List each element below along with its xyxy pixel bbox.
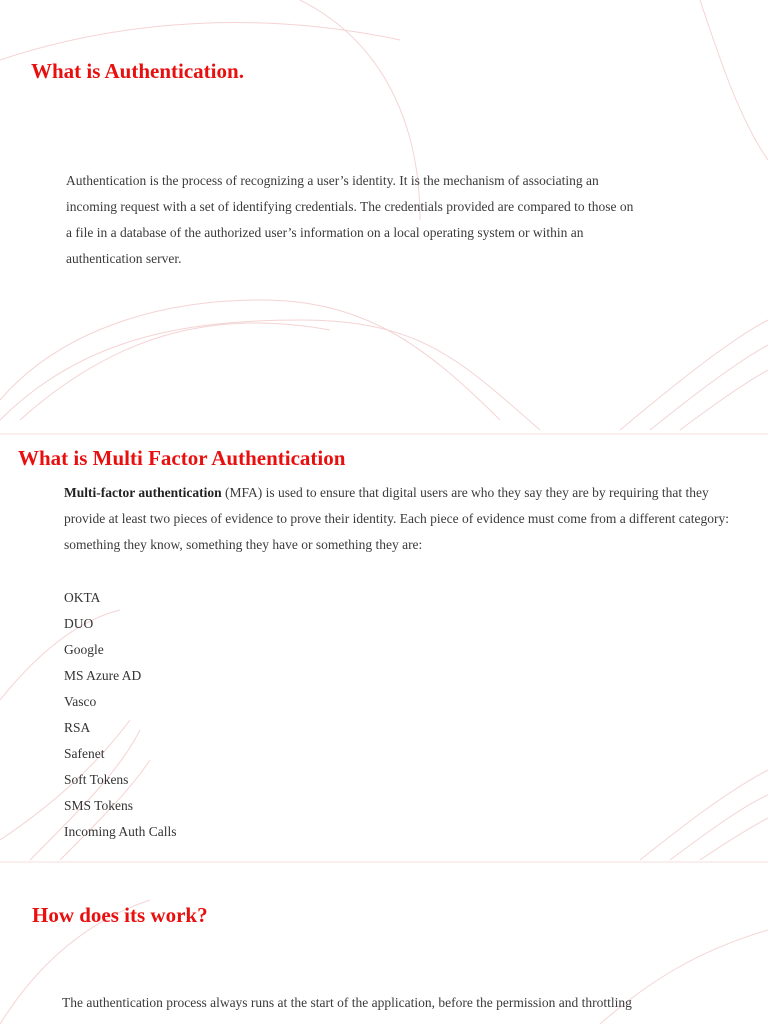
mfa-paragraph <box>64 480 734 558</box>
list-item: MS Azure AD <box>64 668 142 683</box>
section-heading-authentication: What is Authentication. <box>31 59 244 83</box>
list-item: Soft Tokens <box>64 772 129 787</box>
list-item: Incoming Auth Calls <box>64 824 177 839</box>
authentication-paragraph: Authentication is the process of recognizing a user’s identity. It is the mechanism of associating an incoming request with a set of identifying credentials. The credentials provided are compared to those on a file in a database of the authorized user’s information on a local operating system or within an authentication server. <box>66 173 634 266</box>
list-item: Safenet <box>64 746 105 761</box>
list-item: SMS Tokens <box>64 798 133 813</box>
section-heading-how-it-works: How does its work? <box>32 903 208 927</box>
list-item: Google <box>64 642 104 657</box>
mfa-paragraph-text: (MFA) is used to ensure that digital users are who they say they are by requiring that they provide at least two pieces of evidence to prove their identity. Each piece of evidence must come from a different category: something they know, something they have or something they are: <box>64 485 729 552</box>
list-item: OKTA <box>64 590 101 605</box>
mfa-term-bold: Multi-factor authentication <box>64 485 222 500</box>
list-item: DUO <box>64 616 94 631</box>
list-item: RSA <box>64 720 91 735</box>
section-heading-mfa: What is Multi Factor Authentication <box>18 446 346 470</box>
mfa-provider-list <box>64 585 177 845</box>
list-item: Vasco <box>64 694 97 709</box>
how-it-works-paragraph: The authentication process always runs at the start of the application, before the permission and throttling <box>62 995 632 1010</box>
